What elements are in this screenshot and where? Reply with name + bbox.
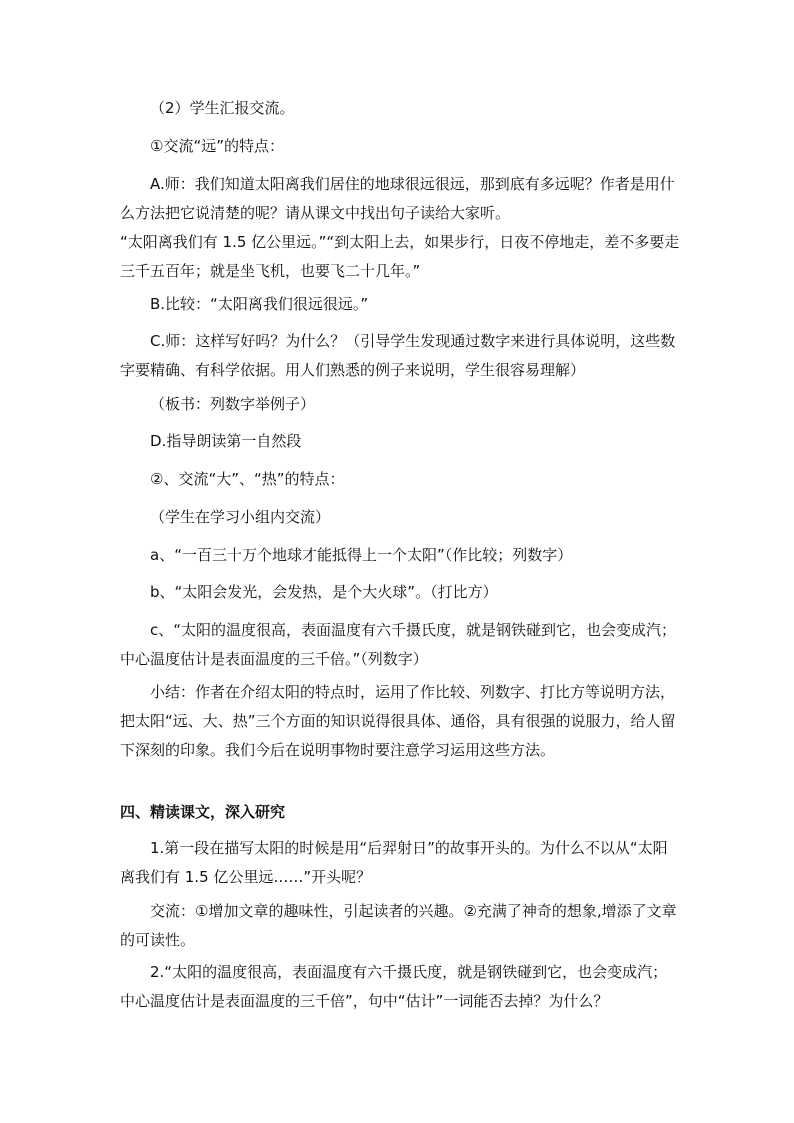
paragraph-summary: 小结：作者在介绍太阳的特点时，运用了作比较、列数字、打比方等说明方法，把太阳“远、大、热”三个方面的知识说得很具体、通俗，具有很强的说服力，给人留下深刻的印象。我们今后在说明事物时要注意学习运用这些方法。 (120, 683, 676, 759)
paragraph-report-exchange: （2）学生汇报交流。 (150, 99, 295, 117)
paragraph-item-a: a、“一百三十万个地球才能抵得上一个太阳”（作比较；列数字） (150, 546, 573, 564)
paragraph-quote-distance: “太阳离我们有 1.5 亿公里远。”“到太阳上去，如果步行，日夜不停地走，差不多要走三千五百年；就是坐飞机，也要飞二十几年。” (120, 233, 680, 280)
paragraph-teacher-question-a: A.师：我们知道太阳离我们居住的地球很远很远，那到底有多远呢？作者是用什么方法把它说清楚的呢？请从课文中找出句子读给大家听。 (120, 175, 675, 222)
paragraph-compare-b: B.比较：“太阳离我们很远很远。” (150, 295, 369, 313)
paragraph-question-1: 1.第一段在描写太阳的时候是用“后羿射日”的故事开头的。为什么不以从“太阳离我们有 1.5 亿公里远……”开头呢？ (120, 839, 668, 886)
paragraph-item-b: b、“太阳会发光，会发热，是个大火球”。（打比方） (150, 583, 498, 601)
paragraph-item-c: c、“太阳的温度很高，表面温度有六千摄氏度，就是钢铁碰到它，也会变成汽；中心温度估计是表面温度的三千倍。”（列数字） (120, 621, 677, 668)
paragraph-teacher-question-c: C.师：这样写好吗？为什么？（引导学生发现通过数字来进行具体说明，这些数字要精确、有科学依据。用人们熟悉的例子来说明，学生很容易理解） (120, 332, 676, 379)
paragraph-guided-reading: D.指导朗读第一自然段 (150, 432, 302, 450)
paragraph-board-note: （板书：列数字举例子） (150, 395, 316, 413)
paragraph-question-2: 2.“太阳的温度很高，表面温度有六千摄氏度，就是钢铁碰到它，也会变成汽；中心温度估计是表面温度的三千倍”，句中“估计”一词能否去掉？为什么？ (120, 963, 668, 1010)
section-heading: 四、精读课文，深入研究 (120, 803, 286, 821)
paragraph-big-hot-feature: ②、交流“大”、“热”的特点： (150, 470, 345, 488)
paragraph-group-exchange: （学生在学习小组内交流） (150, 508, 331, 526)
paragraph-answer-1: 交流：①增加文章的趣味性，引起读者的兴趣。②充满了神奇的想象,增添了文章的可读性。 (120, 902, 677, 949)
paragraph-far-feature: ①交流“远”的特点： (150, 137, 284, 155)
